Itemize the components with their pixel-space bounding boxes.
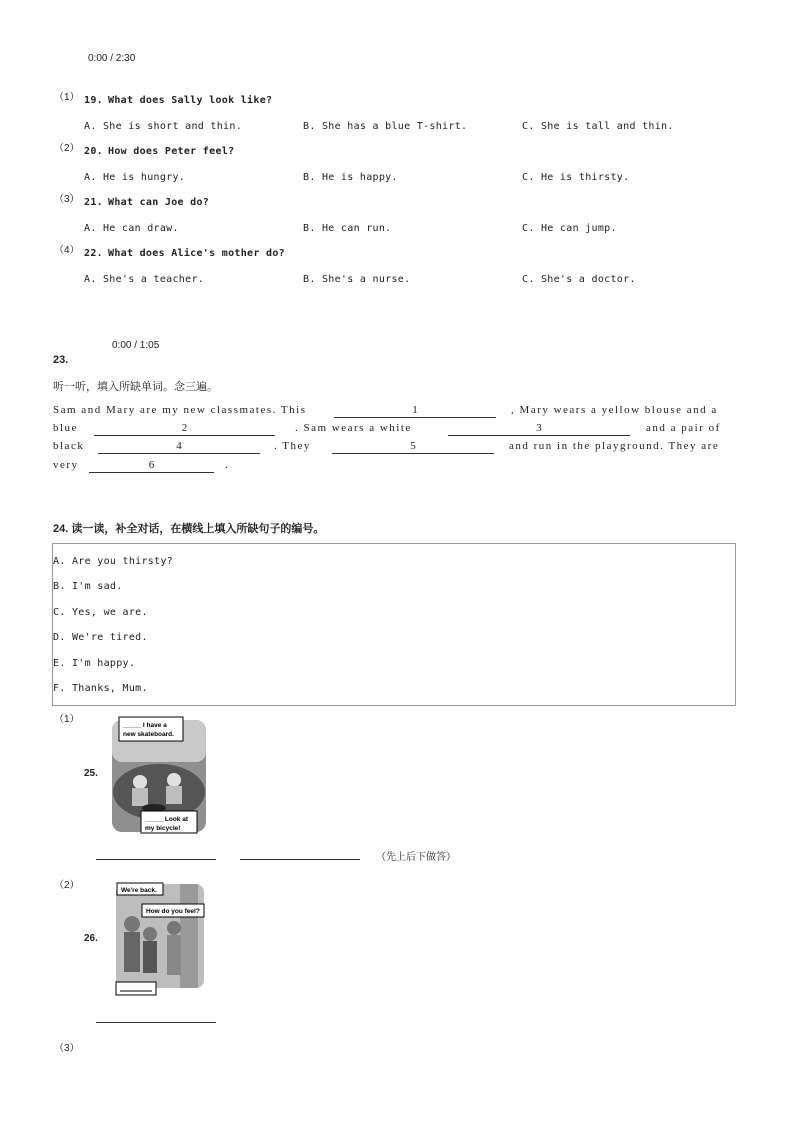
question-number: 21.	[84, 197, 103, 208]
q23-line4-a: very	[53, 459, 79, 471]
q23-line1-b: , Mary wears a yellow blouse and a	[511, 404, 718, 416]
question-index: （4）	[54, 245, 80, 256]
question-index: （2）	[54, 143, 80, 154]
option-b[interactable]: B. She's a nurse.	[303, 274, 411, 285]
option-a[interactable]: A. She's a teacher.	[84, 274, 205, 285]
option-c[interactable]: C. She is tall and thin.	[522, 121, 674, 132]
options-box	[52, 543, 736, 706]
q23-line2-a: blue	[53, 422, 78, 434]
blank-6[interactable]: 6	[89, 458, 214, 473]
sub-index-1: （1）	[54, 714, 80, 725]
question-number-23: 23.	[53, 354, 69, 366]
question-text: What does Sally look like?	[108, 95, 273, 106]
bubble-a: We're back.	[121, 887, 157, 894]
answer-blank-26[interactable]	[96, 1008, 216, 1023]
q23-line4-b: .	[225, 459, 230, 471]
option-a[interactable]: A. She is short and thin.	[84, 121, 243, 132]
option-b: B. I'm sad.	[53, 581, 123, 592]
family-picture	[110, 880, 210, 1000]
bubble-top-line-2: new skateboard.	[123, 731, 174, 738]
audio-time-1[interactable]: 0:00 / 2:30	[88, 53, 136, 64]
skateboard-picture	[110, 714, 208, 836]
q23-line2-c: and a pair of	[646, 422, 721, 434]
option-a[interactable]: A. He can draw.	[84, 223, 179, 234]
sub-index-2: （2）	[54, 880, 80, 891]
q23-line3-c: and run in the playground. They are	[509, 440, 720, 452]
question-number-25: 25.	[84, 768, 98, 779]
question-text: What does Alice's mother do?	[108, 248, 285, 259]
blank-2[interactable]: 2	[94, 421, 275, 436]
question-number: 19.	[84, 95, 103, 106]
bubble-top-line-1: _____ I have a	[123, 722, 167, 729]
q23-line3-b: . They	[274, 440, 311, 452]
option-c: C. Yes, we are.	[53, 607, 148, 618]
q23-line3-a: black	[53, 440, 85, 452]
blank-5[interactable]: 5	[332, 439, 494, 454]
option-c[interactable]: C. He is thirsty.	[522, 172, 630, 183]
question-number-26: 26.	[84, 933, 98, 944]
q23-line2-b: . Sam wears a white	[295, 422, 412, 434]
question-number: 22.	[84, 248, 103, 259]
answer-order-note: （先上后下做答）	[376, 852, 456, 863]
question-index: （1）	[54, 92, 80, 103]
blank-1[interactable]: 1	[334, 403, 496, 418]
answer-blank-25-bottom[interactable]	[240, 845, 360, 860]
bubble-bottom-line-2: my bicycle!	[145, 825, 181, 832]
option-e: E. I'm happy.	[53, 658, 136, 669]
question-text: How does Peter feel?	[108, 146, 235, 157]
option-b[interactable]: B. He is happy.	[303, 172, 398, 183]
option-a: A. Are you thirsty?	[53, 556, 174, 567]
q23-instruction: 听一听，填入所缺单词。念三遍。	[53, 381, 218, 393]
option-c[interactable]: C. He can jump.	[522, 223, 617, 234]
blank-4[interactable]: 4	[98, 439, 260, 454]
blank-3[interactable]: 3	[448, 421, 630, 436]
question-text: What can Joe do?	[108, 197, 210, 208]
option-a[interactable]: A. He is hungry.	[84, 172, 186, 183]
q23-line1-a: Sam and Mary are my new classmates. This	[53, 404, 307, 416]
sub-index-3: （3）	[54, 1043, 80, 1054]
bubble-bottom-line-1: _____ Look at	[145, 816, 188, 823]
q24-heading: 24. 读一读，补全对话，在横线上填入所缺句子的编号。	[53, 523, 325, 535]
option-b[interactable]: B. She has a blue T-shirt.	[303, 121, 468, 132]
option-d: D. We're tired.	[53, 632, 148, 643]
question-index: （3）	[54, 194, 80, 205]
option-f: F. Thanks, Mum.	[53, 683, 148, 694]
answer-blank-25-top[interactable]	[96, 845, 216, 860]
option-c[interactable]: C. She's a doctor.	[522, 274, 636, 285]
bubble-b: How do you feel?	[146, 908, 200, 915]
audio-time-2[interactable]: 0:00 / 1:05	[112, 340, 160, 351]
question-number: 20.	[84, 146, 103, 157]
option-b[interactable]: B. He can run.	[303, 223, 392, 234]
